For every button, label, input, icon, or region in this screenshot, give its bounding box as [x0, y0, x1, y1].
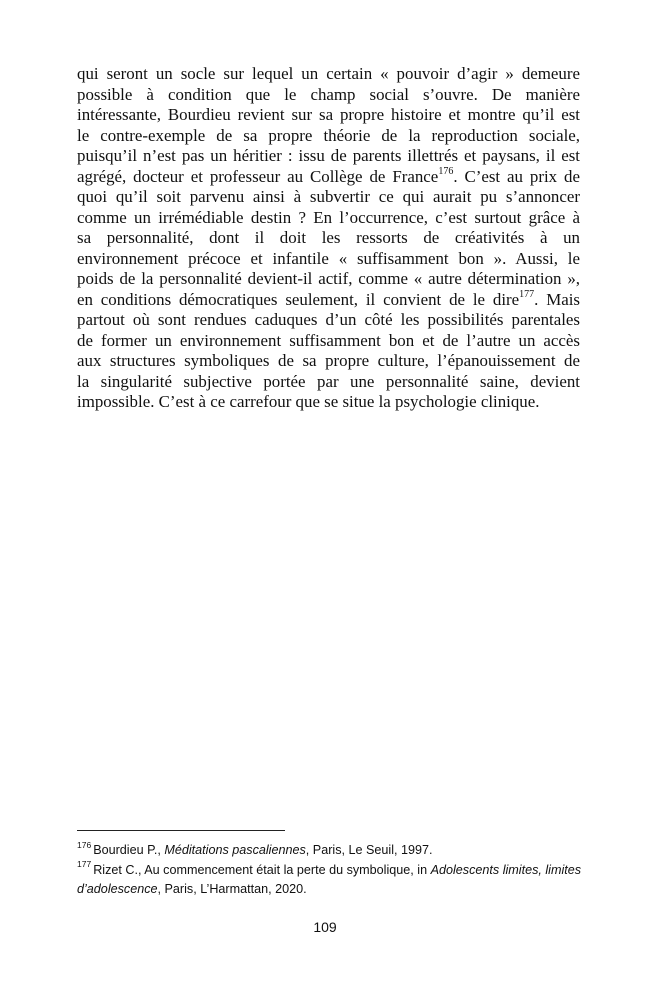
- footnote-number: 177: [77, 859, 92, 870]
- body-line: sa personnalité, dont il doit les ressorts de créativités à un: [77, 228, 580, 247]
- footnote-separator: [77, 830, 285, 831]
- footnote-177: [77, 861, 587, 900]
- body-line: poids de la personnalité devient-il actif, comme « autre détermination »,: [77, 269, 580, 288]
- footnote-ref-177[interactable]: 177: [519, 288, 535, 300]
- body-line-text: . Mais: [534, 289, 580, 309]
- footnote-number: 176: [77, 839, 92, 850]
- body-line: puisqu’il n’est pas un héritier : issu de parents illettrés et paysans, il est: [77, 146, 580, 165]
- footnote-text: , Paris, L’Harmattan, 2020.: [157, 882, 307, 896]
- body-line: possible à condition que le champ social s’ouvre. De manière: [77, 84, 580, 104]
- body-line: qui seront un socle sur lequel un certain « pouvoir d’agir » demeure: [77, 64, 580, 83]
- body-line: de former un environnement suffisamment bon et de l’autre un accès: [77, 330, 580, 350]
- body-line: comme un irrémédiable destin ? En l’occurrence, c’est surtout grâce à: [77, 207, 580, 227]
- body-line: quoi qu’il soit parvenu ainsi à subvertir ce qui aurait pu s’annoncer: [77, 187, 580, 206]
- footnote-ref-176[interactable]: 176: [438, 165, 454, 177]
- body-line: [77, 290, 580, 311]
- body-line-text: en conditions démocratiques seulement, il convient de le dire: [77, 289, 520, 309]
- body-line: impossible. C’est à ce carrefour que se situe la psychologie clinique.: [77, 392, 540, 411]
- footnote-176: [77, 841, 587, 861]
- body-line: intéressante, Bourdieu revient sur sa propre histoire et montre qu’il est: [77, 105, 580, 124]
- footnotes-section: [77, 841, 587, 900]
- body-paragraph: [77, 64, 580, 413]
- body-line-text: agrégé, docteur et professeur au Collège de France: [77, 166, 439, 186]
- page-number: 109: [313, 919, 337, 935]
- footnote-title: Adolescents limites, limites d’adolescence: [77, 862, 582, 896]
- footnote-text: Rizet C., Au commencement était la perte du symbolique, in: [93, 862, 431, 877]
- body-line: [77, 167, 580, 188]
- body-line: la singularité subjective portée par une personnalité saine, devient: [77, 371, 580, 391]
- footnote-text: Bourdieu P.,: [93, 843, 165, 857]
- body-line: partout où sont rendues caduques d’un côté les possibilités parentales: [77, 310, 580, 329]
- footnote-title: Méditations pascaliennes: [164, 843, 306, 857]
- body-line: le contre-exemple de sa propre théorie de la reproduction sociale,: [77, 125, 580, 145]
- body-line-text: . C’est au prix de: [453, 166, 581, 186]
- body-line: environnement précoce et infantile « suffisamment bon ». Aussi, le: [77, 248, 580, 268]
- footnote-text: , Paris, Le Seuil, 1997.: [305, 843, 433, 857]
- body-line: aux structures symboliques de sa propre culture, l’épanouissement de: [77, 351, 580, 370]
